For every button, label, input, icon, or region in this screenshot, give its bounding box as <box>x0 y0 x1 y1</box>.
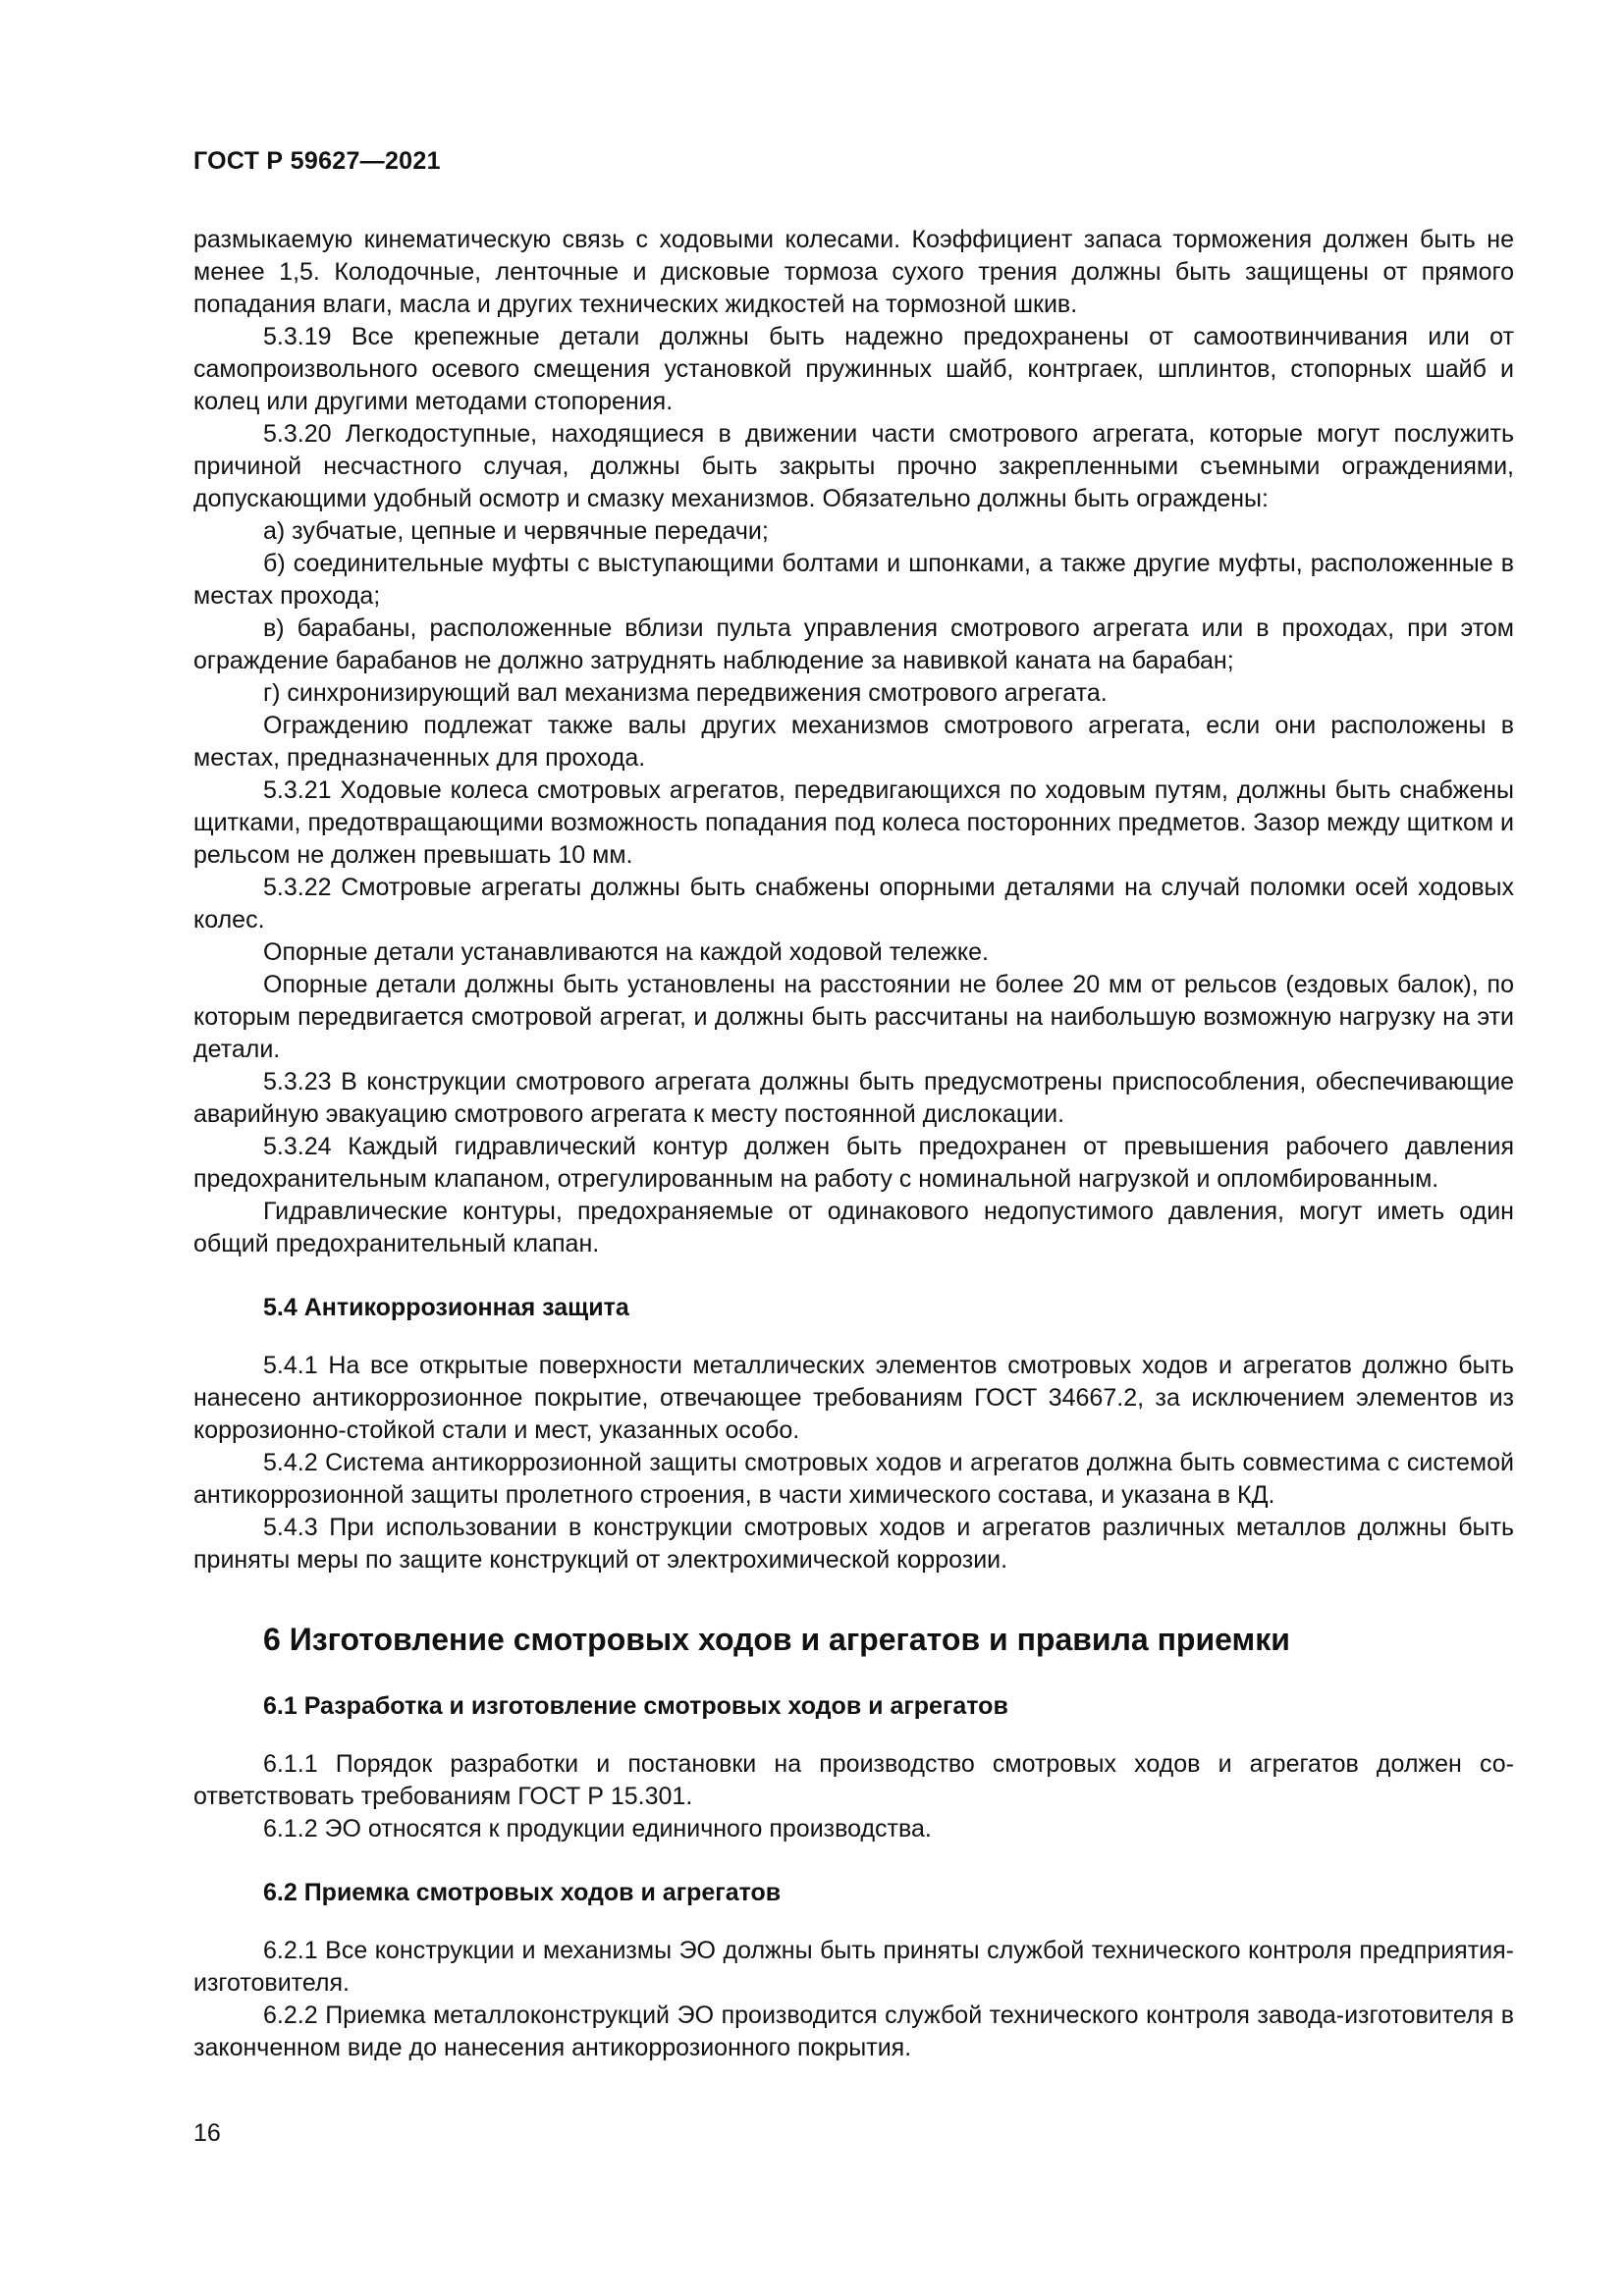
paragraph-support-parts-1: Опорные детали устанавливаются на каждой ходовой тележке. <box>263 938 989 966</box>
list-item-v: в) барабаны, расположенные вблизи пульта управления смотрового агрегата или в проходах, при этом ограждение барабанов не должно затруднять наблюдение за навивкой каната на барабан; <box>193 614 1514 674</box>
list-item-b: б) соединительные муфты с выступающими болтами и шпонками, а также другие муфты, расположенные в местах прохода; <box>193 550 1514 610</box>
paragraph-6-1-1: 6.1.1 Порядок разработки и постановки на производство смотровых ходов и агрегатов должен соответствовать требованиям ГОСТ Р 15.301. <box>193 1750 1514 1810</box>
paragraph-6-1-2: 6.1.2 ЭО относятся к продукции единичного производства. <box>263 1815 932 1842</box>
section-heading-6-1: 6.1 Разработка и изготовление смотровых ходов и агрегатов <box>263 1692 1008 1720</box>
section-heading-6: 6 Изготовление смотровых ходов и агрегатов и правила приемки <box>263 1622 1290 1657</box>
paragraph-5-4-1: 5.4.1 На все открытые поверхности металлических элементов смотровых ходов и агрегатов должно быть нанесено антикоррозионное покрытие, отвечающее требованиям ГОСТ 34667.2, за исключением элементов из коррозионно-стойкой стали и мест, указанных особо. <box>193 1352 1514 1444</box>
section-heading-6-2: 6.2 Приемка смотровых ходов и агрегатов <box>263 1879 782 1906</box>
paragraph-5-4-3: 5.4.3 При использовании в конструкции смотровых ходов и агрегатов различных металлов должны быть приняты меры по защите конструкций от электрохимической коррозии. <box>193 1514 1514 1574</box>
paragraph-6-2-2: 6.2.2 Приемка металлоконструкций ЭО производится службой технического контроля завода-изготовителя в законченном виде до нанесения антикоррозионного покрытия. <box>193 2002 1514 2061</box>
list-item-g: г) синхронизирующий вал механизма передвижения смотрового агрегата. <box>263 679 1108 707</box>
paragraph-5-3-20: 5.3.20 Легкодоступные, находящиеся в движении части смотрового агрегата, которые могут послужить причиной несчастного случая, должны быть закрыты прочно закрепленными съемными ограждениями, допускающими удобный осмотр и смазку механизмов. Обязательно должны быть ограждены: <box>193 420 1514 512</box>
paragraph-5-3-23: 5.3.23 В конструкции смотрового агрегата должны быть предусмотрены приспособления, обеспечивающие аварийную эвакуацию смотрового агрегата к месту постоянной дислокации. <box>193 1068 1514 1128</box>
paragraph-support-parts-2: Опорные детали должны быть установлены на расстоянии не более 20 мм от рельсов (ездовых балок), по которым передвигается смотровой агрегат, и должны быть рассчитаны на наибольшую возможную нагрузку на эти детали. <box>193 971 1514 1063</box>
document-header: ГОСТ Р 59627—2021 <box>193 147 441 175</box>
section-heading-5-4: 5.4 Антикоррозионная защита <box>263 1294 629 1321</box>
paragraph-5-3-24: 5.3.24 Каждый гидравлический контур должен быть предохранен от превышения рабочего давления предохранительным клапаном, отрегулированным на работу с номинальной нагрузкой и опломбированным. <box>193 1133 1514 1193</box>
paragraph-5-3-19: 5.3.19 Все крепежные детали должны быть надежно предохранены от самоотвинчивания или от самопроизвольного осевого смещения установкой пружинных шайб, контргаек, шплинтов, стопорных шайб и колец или другими методами стопорения. <box>193 323 1514 415</box>
page-number: 16 <box>193 2119 221 2147</box>
paragraph-6-2-1: 6.2.1 Все конструкции и механизмы ЭО должны быть приняты службой технического контроля предприятия-изготовителя. <box>193 1937 1514 1997</box>
paragraph-5-3-22: 5.3.22 Смотровые агрегаты должны быть снабжены опорными деталями на случай поломки осей ходовых колес. <box>193 874 1514 934</box>
list-item-a: а) зубчатые, цепные и червячные передачи; <box>263 517 769 545</box>
page-body <box>193 224 1514 2064</box>
paragraph-hydraulic-circuits: Гидравлические контуры, предохраняемые от одинакового недопустимого давления, могут иметь один общий предохранительный клапан. <box>193 1198 1514 1257</box>
paragraph-5-4-2: 5.4.2 Система антикоррозионной защиты смотровых ходов и агрегатов должна быть совместима с системой антикоррозионной защиты пролетного строения, в части химического состава, и указана в КД. <box>193 1449 1514 1509</box>
paragraph-guarding-shafts: Ограждению подлежат также валы других механизмов смотрового агрегата, если они расположены в местах, предназначенных для прохода. <box>193 712 1514 772</box>
paragraph-continuation: размыкаемую кинематическую связь с ходовыми колесами. Коэффициент запаса торможения должен быть не менее 1,5. Колодочные, ленточные и дисковые тормоза сухого трения должны быть защищены от прямого попадания влаги, масла и других технических жидкостей на тормозной шкив. <box>193 226 1514 318</box>
paragraph-5-3-21: 5.3.21 Ходовые колеса смотровых агрегатов, передвигающихся по ходовым путям, должны быть снабжены щитками, предотвращающими возможность попадания под колеса посторонних предметов. Зазор между щитком и рельсом не должен превышать 10 мм. <box>193 776 1514 869</box>
